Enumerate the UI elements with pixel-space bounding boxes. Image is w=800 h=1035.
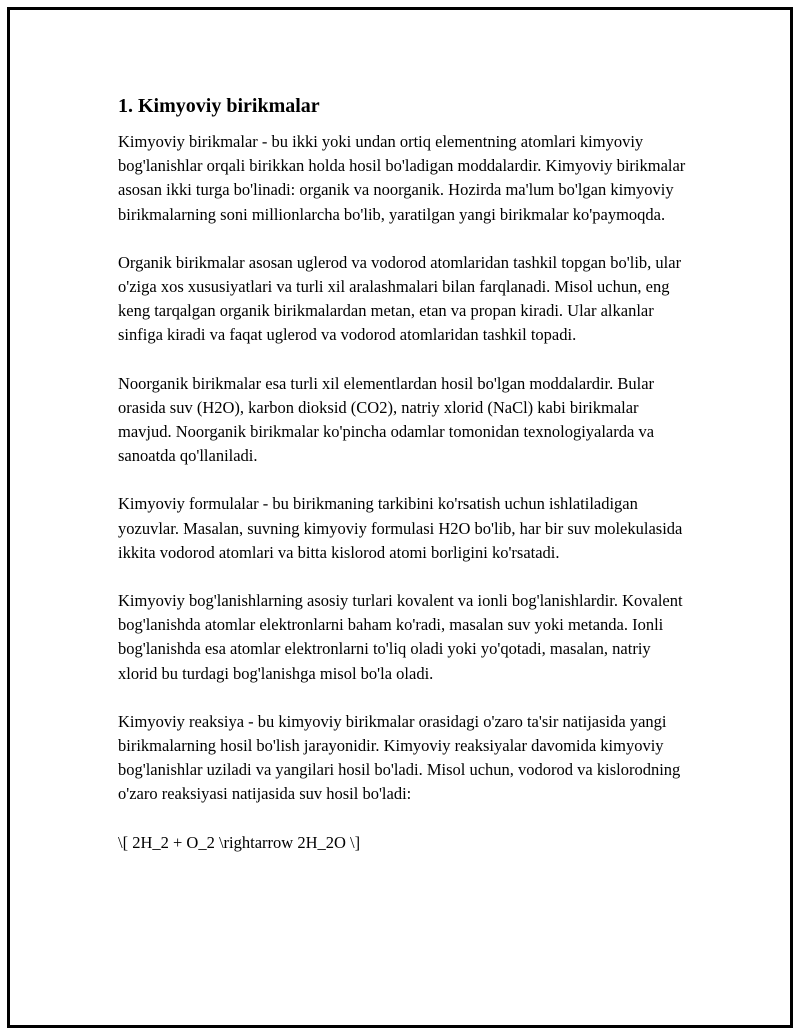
paragraph-bonds: Kimyoviy bog'lanishlarning asosiy turlari kovalent va ionli bog'lanishlardir. Kovalent bog'lanishda atomlar elektronlarni baham ko'radi, masalan suv yoki metanda. Ionli bog'lanishda esa atomlar elektronlarni to'liq oladi yoki yo'qotadi, masalan, natriy xlorid bu turdagi bog'lanishga misol bo'la oladi. bbox=[118, 591, 683, 683]
paragraph-organic: Organik birikmalar asosan uglerod va vodorod atomlaridan tashkil topgan bo'lib, ular o'ziga xos xususiyatlari va turli xil aralashmalari bilan farqlanadi. Misol uchun, eng keng tarqalgan organik birikmalardan metan, etan va propan kiradi. Ular alkanlar sinfiga kiradi va faqat uglerod va vodorod atomlaridan tashkil topadi. bbox=[118, 252, 682, 345]
paragraph-reaction: Kimyoviy reaksiya - bu kimyoviy birikmalar orasidagi o'zaro ta'sir natijasida yangi birikmalarning hosil bo'lish jarayonidir. Kimyoviy reaksiyalar davomida kimyoviy bog'lanishlar uziladi va yangilari hosil bo'ladi. Misol uchun, vodorod va kislorodning o'zaro reaksiyasi natijasida suv hosil bo'ladi: bbox=[118, 711, 681, 804]
reaction-formula: \[ 2H_2 + O_2 \rightarrow 2H_2O \] bbox=[118, 832, 361, 852]
paragraph-definition: Kimyoviy birikmalar - bu ikki yoki undan ortiq elementning atomlari kimyoviy bog'lanishlar orqali birikkan holda hosil bo'ladigan moddalardir. Kimyoviy birikmalar asosan ikki turga bo'linadi: organik va noorganik. Hozirda ma'lum bo'lgan kimyoviy birikmalarning soni millionlarcha bo'lib, yaratilgan yangi birikmalar ko'paymoqda. bbox=[118, 132, 686, 224]
paragraph-formulas: Kimyoviy formulalar - bu birikmaning tarkibini ko'rsatish uchun ishlatiladigan yozuvlar. Masalan, suvning kimyoviy formulasi H2O bo'lib, har bir suv molekulasida ikkita vodorod atomlari va bitta kislorod atomi borligini ko'rsatadi. bbox=[118, 494, 683, 562]
paragraph-inorganic: Noorganik birikmalar esa turli xil elementlardan hosil bo'lgan moddalardir. Bular orasida suv (H2O), karbon dioksid (CO2), natriy xlorid (NaCl) kabi birikmalar mavjud. Noorganik birikmalar ko'pincha odamlar tomonidan texnologiyalarda va sanoatda qo'llaniladi. bbox=[118, 373, 655, 466]
section-heading: 1. Kimyoviy birikmalar bbox=[118, 95, 320, 117]
document-body bbox=[118, 93, 693, 879]
